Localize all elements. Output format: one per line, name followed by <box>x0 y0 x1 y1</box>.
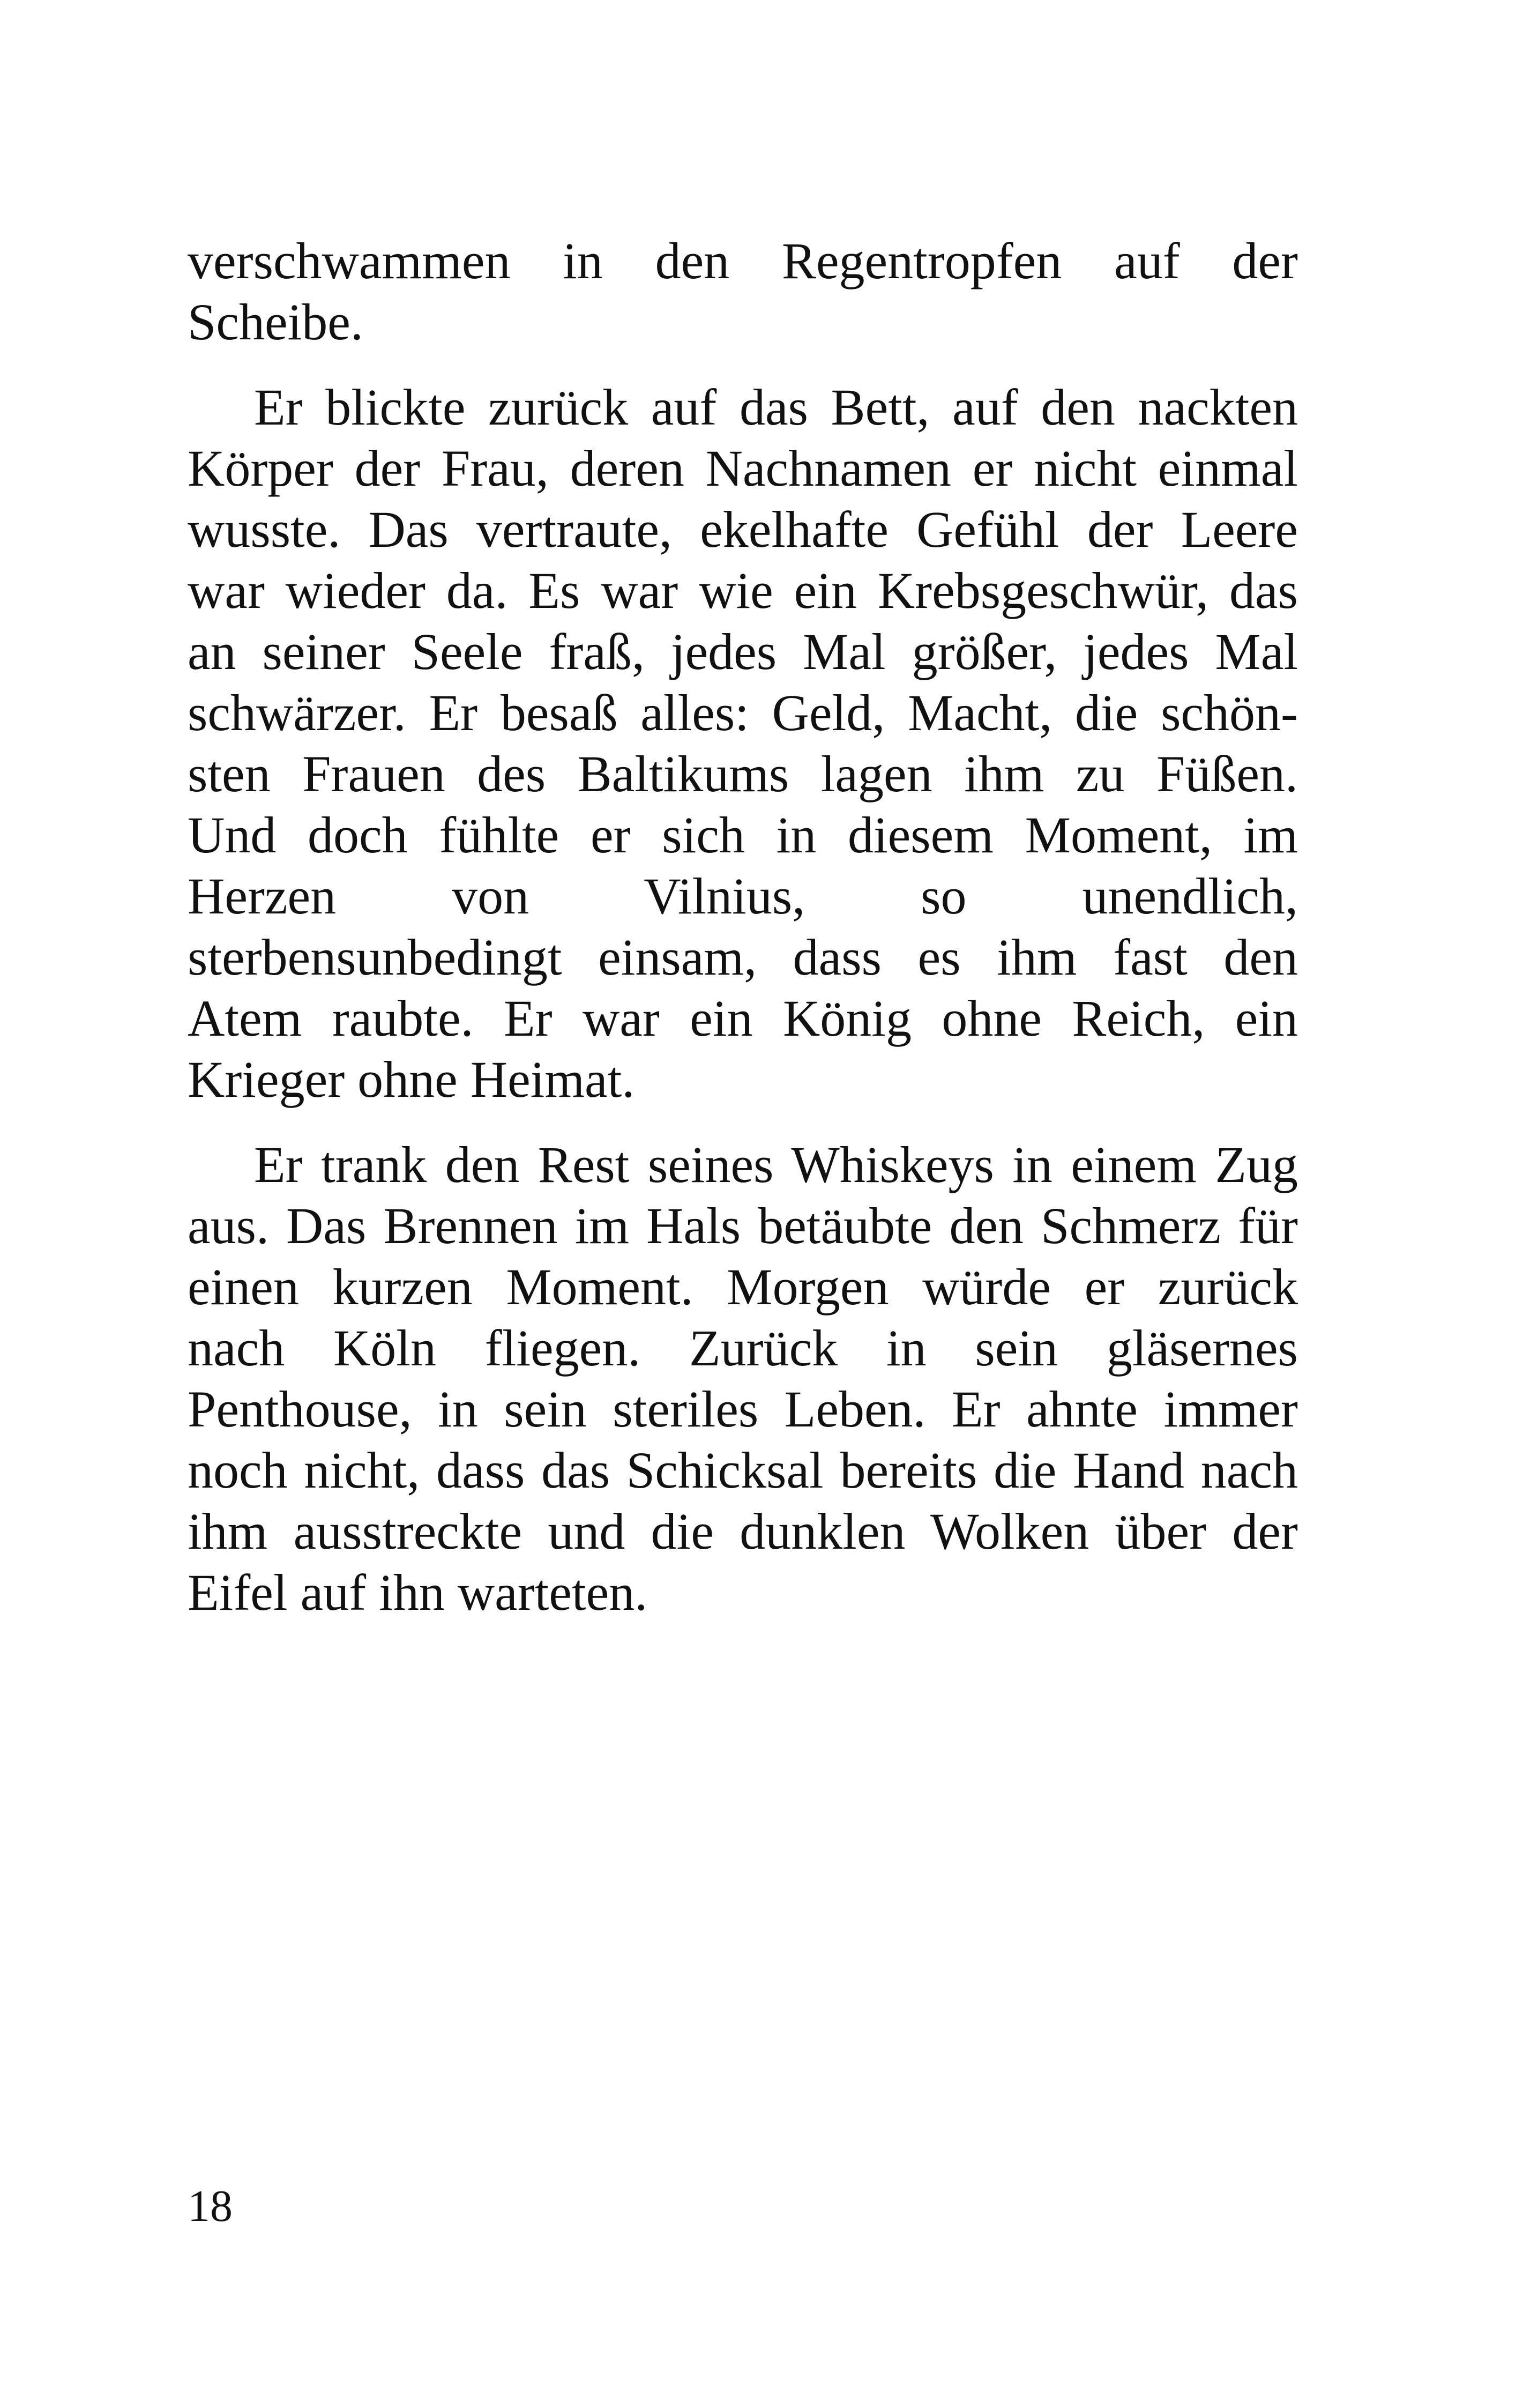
paragraph <box>188 1134 1298 1623</box>
text-line: schwärzer. Er besaß alles: Geld, Macht, die schön- <box>188 684 1298 741</box>
text-line: sterbensunbedingt einsam, dass es ihm fast den <box>188 928 1298 986</box>
paragraph <box>188 231 1298 353</box>
text-line: verschwammen in den Regentropfen auf der <box>188 232 1298 289</box>
text-line: an seiner Seele fraß, jedes Mal größer, jedes Mal <box>188 623 1298 680</box>
text-line: aus. Das Brennen im Hals betäubte den Schmerz für <box>188 1197 1298 1254</box>
text-line: Und doch fühlte er sich in diesem Moment, im <box>188 806 1298 864</box>
text-line: einen kurzen Moment. Morgen würde er zurück <box>188 1258 1298 1316</box>
text-line: noch nicht, dass das Schicksal bereits die Hand nach <box>188 1441 1298 1499</box>
body-text <box>188 231 1298 1623</box>
paragraph-spacing <box>188 1110 1298 1134</box>
text-line: Eifel auf ihn warteten. <box>188 1564 648 1621</box>
paragraph-spacing <box>188 353 1298 377</box>
text-line: Scheibe. <box>188 293 363 351</box>
text-line: Herzen von Vilnius, so unendlich, <box>188 867 1298 925</box>
text-line: Er blickte zurück auf das Bett, auf den nackten <box>254 378 1298 436</box>
text-line: Atem raubte. Er war ein König ohne Reich, ein <box>188 990 1298 1047</box>
text-line: Penthouse, in sein steriles Leben. Er ahnte immer <box>188 1380 1298 1438</box>
page-number: 18 <box>188 2181 233 2231</box>
text-line: Körper der Frau, deren Nachnamen er nicht einmal <box>188 440 1298 497</box>
text-line: sten Frauen des Baltikums lagen ihm zu Füßen. <box>188 745 1298 802</box>
text-line: Er trank den Rest seines Whiskeys in einem Zug <box>254 1136 1298 1193</box>
text-line: ihm ausstreckte und die dunklen Wolken über der <box>188 1503 1298 1560</box>
paragraph <box>188 377 1298 1110</box>
text-line: nach Köln fliegen. Zurück in sein gläsernes <box>188 1319 1298 1377</box>
text-line: war wieder da. Es war wie ein Krebsgeschwür, das <box>188 562 1298 619</box>
text-line: wusste. Das vertraute, ekelhafte Gefühl der Leere <box>188 501 1298 558</box>
text-line: Krieger ohne Heimat. <box>188 1051 635 1108</box>
